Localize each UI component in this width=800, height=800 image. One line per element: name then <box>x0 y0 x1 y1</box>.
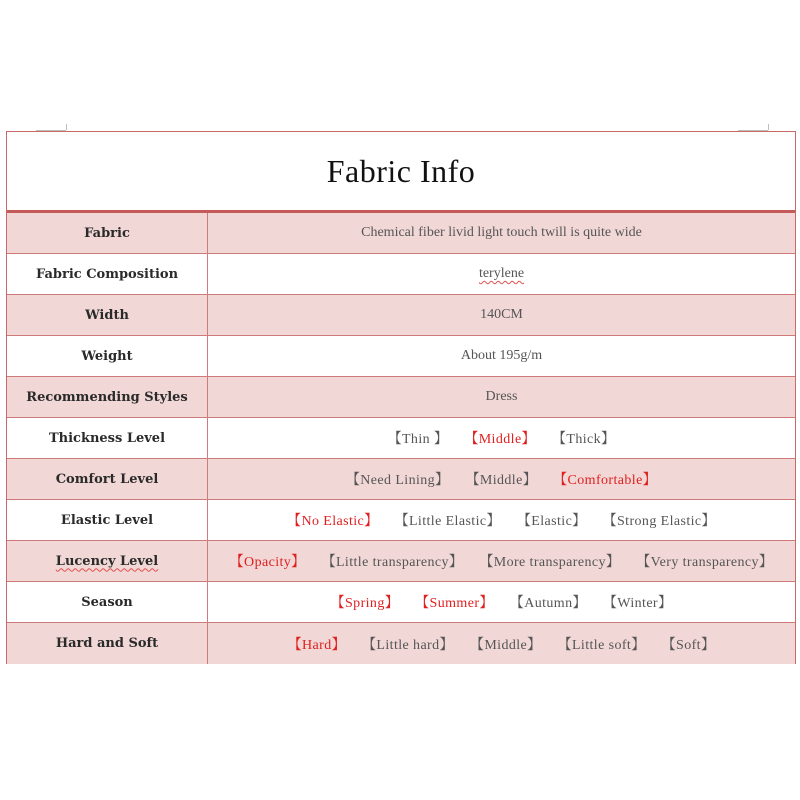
option: 【Strong Elastic】 <box>602 514 716 529</box>
crop-mark-left-tick <box>66 124 67 130</box>
row-label-fabric: Fabric <box>7 213 208 253</box>
option: 【Autumn】 <box>509 596 587 611</box>
option-selected: 【Comfortable】 <box>553 473 658 488</box>
option: 【Need Lining】 <box>345 473 450 488</box>
row-label-season: Season <box>7 582 208 622</box>
option: 【Very transparency】 <box>636 555 774 570</box>
table-row <box>7 295 795 336</box>
option: 【Little transparency】 <box>321 555 464 570</box>
option: 【Thin 】 <box>387 432 449 447</box>
table-row <box>7 336 795 377</box>
row-label-elastic-level: Elastic Level <box>7 500 208 540</box>
option: 【Middle】 <box>469 637 542 653</box>
row-value-fabric-composition <box>208 254 795 294</box>
option-selected: 【Hard】 <box>287 637 347 653</box>
row-label-recommending-styles: Recommending Styles <box>7 377 208 417</box>
page-title: Fabric Info <box>326 152 476 189</box>
option-selected: 【Spring】 <box>330 596 400 611</box>
row-label-fabric-composition: Fabric Composition <box>7 254 208 294</box>
table-row <box>7 418 795 459</box>
option-selected: 【Opacity】 <box>229 555 306 570</box>
table-row <box>7 541 795 582</box>
row-options-comfort-level <box>208 459 795 499</box>
table-row <box>7 459 795 500</box>
title-row <box>7 132 795 213</box>
option: 【Thick】 <box>551 432 616 447</box>
row-label-weight: Weight <box>7 336 208 376</box>
crop-mark-right-tick <box>768 124 769 130</box>
option-selected: 【No Elastic】 <box>287 514 379 529</box>
row-options-hard-and-soft <box>208 623 795 664</box>
fabric-info-table <box>6 131 796 664</box>
row-label-thickness-level: Thickness Level <box>7 418 208 458</box>
row-value-width: 140CM <box>480 307 523 322</box>
option: 【Little soft】 <box>557 637 646 653</box>
table-row <box>7 623 795 664</box>
table-row <box>7 254 795 295</box>
row-label-comfort-level: Comfort Level <box>7 459 208 499</box>
row-value-weight: About 195g/m <box>460 348 543 363</box>
row-options-thickness-level <box>208 418 795 458</box>
table-row <box>7 500 795 541</box>
row-value-recommending-styles: Dress <box>485 389 518 404</box>
composition-text: terylene <box>478 266 525 281</box>
option-selected: 【Summer】 <box>415 596 494 611</box>
lucency-label-text: Lucency Level <box>55 553 159 569</box>
row-label-hard-and-soft: Hard and Soft <box>7 623 208 664</box>
option: 【Elastic】 <box>516 514 587 529</box>
row-options-season <box>208 582 795 622</box>
table-row <box>7 582 795 623</box>
row-options-lucency-level <box>208 541 795 581</box>
option-selected: 【Middle】 <box>464 432 536 447</box>
option: 【Soft】 <box>661 637 716 653</box>
option: 【Little hard】 <box>362 637 454 653</box>
row-label-width: Width <box>7 295 208 335</box>
row-label-lucency-level <box>7 541 208 581</box>
table-row <box>7 377 795 418</box>
row-options-elastic-level <box>208 500 795 540</box>
row-value-fabric: Chemical fiber livid light touch twill is quite wide <box>361 225 642 240</box>
option: 【Little Elastic】 <box>394 514 501 529</box>
table-row <box>7 213 795 254</box>
option: 【Winter】 <box>602 596 673 611</box>
option: 【More transparency】 <box>479 555 621 570</box>
option: 【Middle】 <box>465 473 538 488</box>
